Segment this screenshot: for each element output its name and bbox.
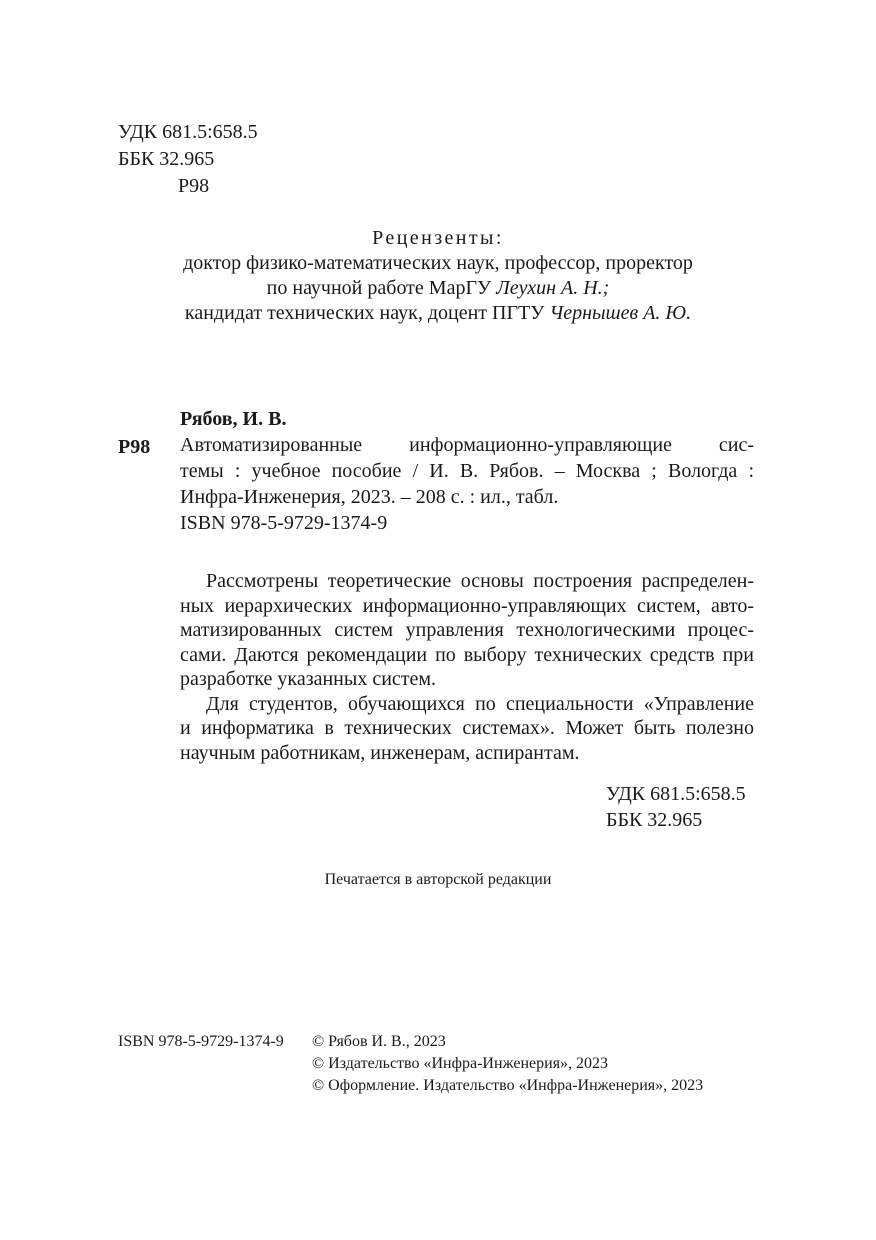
abstract-line: и информатика в технических системах». Может быть полезно bbox=[180, 717, 754, 739]
reviewer-1-prefix: по научной работе МарГУ bbox=[266, 277, 497, 299]
reviewer-2 bbox=[0, 302, 876, 327]
abstract-line: Для студентов, обучающихся по специальности «Управление bbox=[206, 692, 754, 715]
print-note: Печатается в авторской редакции bbox=[324, 871, 552, 888]
classification-bottom bbox=[606, 783, 746, 835]
reviewer-1-name: Леухин А. Н.; bbox=[496, 277, 610, 299]
bib-line: темы : учебное пособие / И. В. Рябов. – Москва ; Вологда : bbox=[180, 460, 754, 482]
udk-code: УДК 681.5:658.5 bbox=[118, 121, 258, 143]
author-mark: Р98 bbox=[178, 175, 210, 197]
reviewer-2-name: Чернышев А. Ю. bbox=[549, 302, 692, 324]
bib-line: Автоматизированные информационно-управляющие сис- bbox=[180, 434, 754, 456]
reviewer-1-title: доктор физико-математических наук, профессор, проректор bbox=[183, 252, 693, 274]
bib-description bbox=[180, 434, 754, 538]
abstract-line: ных иерархических информационно-управляющих систем, авто- bbox=[180, 594, 754, 617]
udk-code-bottom: УДК 681.5:658.5 bbox=[606, 783, 746, 805]
bib-code: Р98 bbox=[118, 436, 151, 458]
bbk-code: ББК 32.965 bbox=[118, 148, 215, 170]
copyright-line: © Рябов И. В., 2023 bbox=[312, 1033, 446, 1050]
bbk-code-bottom: ББК 32.965 bbox=[606, 809, 703, 831]
classification-block bbox=[118, 120, 258, 201]
bib-isbn: ISBN 978-5-9729-1374-9 bbox=[180, 512, 388, 534]
abstract-line: разработке указанных систем. bbox=[180, 668, 437, 690]
abstract-line: научным работникам, инженерам, аспирантам. bbox=[180, 741, 580, 764]
bib-author: Рябов, И. В. bbox=[180, 408, 287, 430]
abstract-line: сами. Даются рекомендации по выбору технических средств при bbox=[180, 643, 754, 666]
reviewer-1-affiliation bbox=[0, 277, 876, 302]
reviewers-block bbox=[0, 227, 876, 327]
reviewers-heading: Рецензенты: bbox=[372, 227, 504, 249]
bib-line: Инфра-Инженерия, 2023. – 208 с. : ил., табл. bbox=[180, 486, 559, 508]
abstract-line: Рассмотрены теоретические основы построения распределен- bbox=[206, 570, 754, 592]
copyright-isbn: ISBN 978-5-9729-1374-9 bbox=[118, 1033, 284, 1050]
abstract-line: матизированных систем управления технологическими процес- bbox=[180, 619, 754, 641]
copyright-lines bbox=[312, 1033, 703, 1099]
abstract bbox=[180, 570, 754, 766]
copyright-line: © Оформление. Издательство «Инфра-Инженерия», 2023 bbox=[312, 1077, 704, 1094]
copyright-line: © Издательство «Инфра-Инженерия», 2023 bbox=[312, 1055, 609, 1072]
reviewer-2-prefix: кандидат технических наук, доцент ПГТУ bbox=[184, 302, 550, 324]
